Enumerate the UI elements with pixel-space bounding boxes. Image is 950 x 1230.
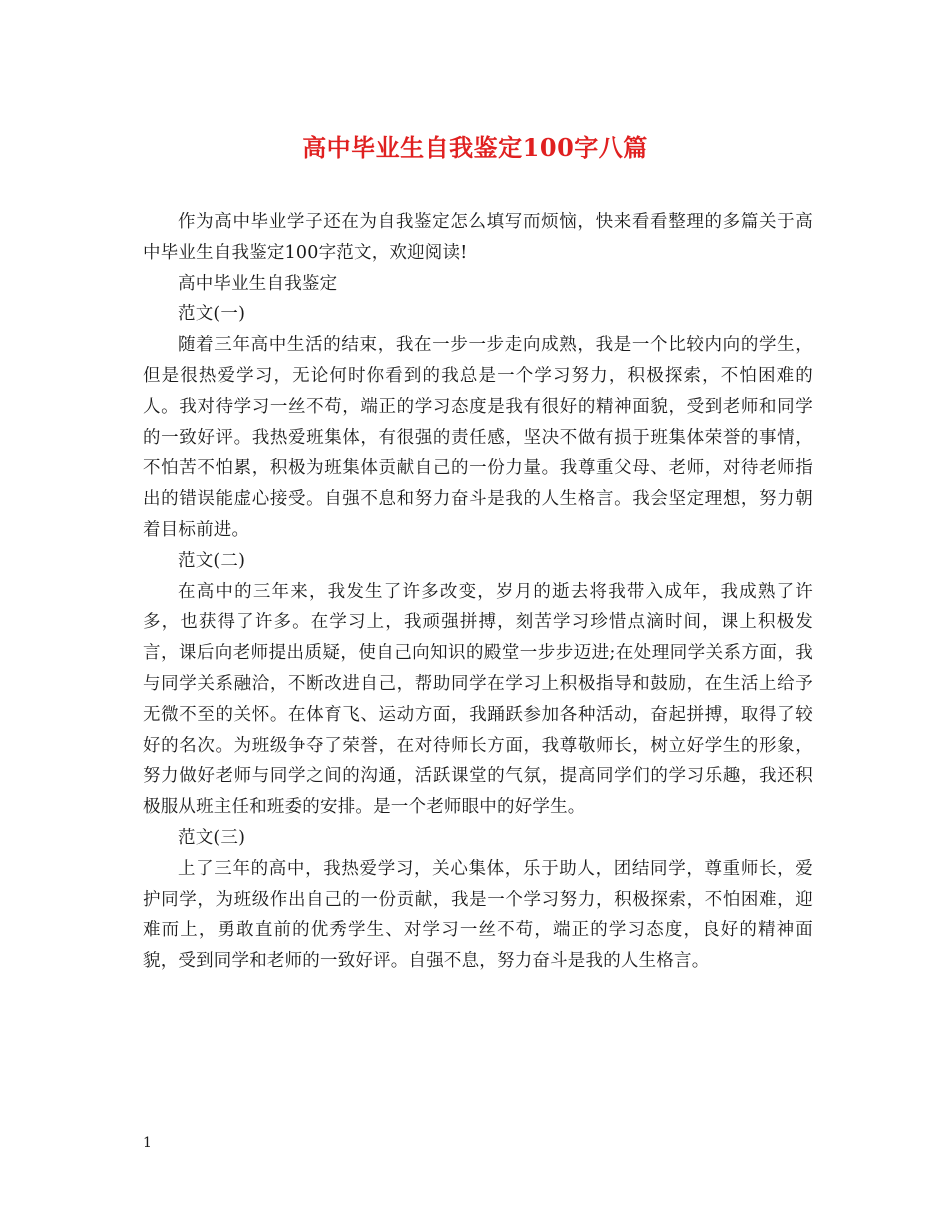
sample-two-paragraph: 在高中的三年来，我发生了许多改变，岁月的逝去将我带入成年，我成熟了许多，也获得了许多。在学习上，我顽强拼搏，刻苦学习珍惜点滴时间，课上积极发言，课后向老师提出质疑，使自己向知识的殿堂一步步迈进;在处理同学关系方面，我与同学关系融洽，不断改进自己，帮助同学在学习上积极指导和鼓励，在生活上给予无微不至的关怀。在体育飞、运动方面，我踊跃参加各种活动，奋起拼搏，取得了较好的名次。为班级争夺了荣誉，在对待师长方面，我尊敬师长，树立好学生的形象，努力做好老师与同学之间的沟通，活跃课堂的气氛，提高同学们的学习乐趣，我还积极服从班主任和班委的安排。是一个老师眼中的好学生。 <box>143 581 813 818</box>
sample-three-heading: 范文(三) <box>178 827 246 848</box>
sample-one-paragraph: 随着三年高中生活的结束，我在一步一步走向成熟，我是一个比较内向的学生，但是很热爱学习，无论何时你看到的我总是一个学习努力，积极探索，不怕困难的人。我对待学习一丝不苟，端正的学习态度是我有很好的精神面貌，受到老师和同学的一致好评。我热爱班集体，有很强的责任感，坚决不做有损于班集体荣誉的事情，不怕苦不怕累，积极为班集体贡献自己的一份力量。我尊重父母、老师，对待老师指出的错误能虚心接受。自强不息和努力奋斗是我的人生格言。我会坚定理想，努力朝着目标前进。 <box>143 335 813 540</box>
page-number: 1 <box>143 1135 152 1151</box>
sample-one-heading: 范文(一) <box>178 304 246 325</box>
intro-paragraph: 作为高中毕业学子还在为自我鉴定怎么填写而烦恼，快来看看整理的多篇关于高中毕业生自我鉴定100字范文，欢迎阅读! <box>143 212 813 263</box>
sample-three-paragraph: 上了三年的高中，我热爱学习，关心集体，乐于助人，团结同学，尊重师长，爱护同学，为班级作出自己的一份贡献，我是一个学习努力，积极探索，不怕困难，迎难而上，勇敢直前的优秀学生、对学习一丝不苟，端正的学习态度，良好的精神面貌，受到同学和老师的一致好评。自强不息，努力奋斗是我的人生格言。 <box>143 858 813 972</box>
document-body <box>143 207 813 977</box>
sample-two-heading: 范文(二) <box>178 550 246 571</box>
document-title: 高中毕业生自我鉴定100字八篇 <box>302 133 648 162</box>
section-heading: 高中毕业生自我鉴定 <box>178 273 338 294</box>
